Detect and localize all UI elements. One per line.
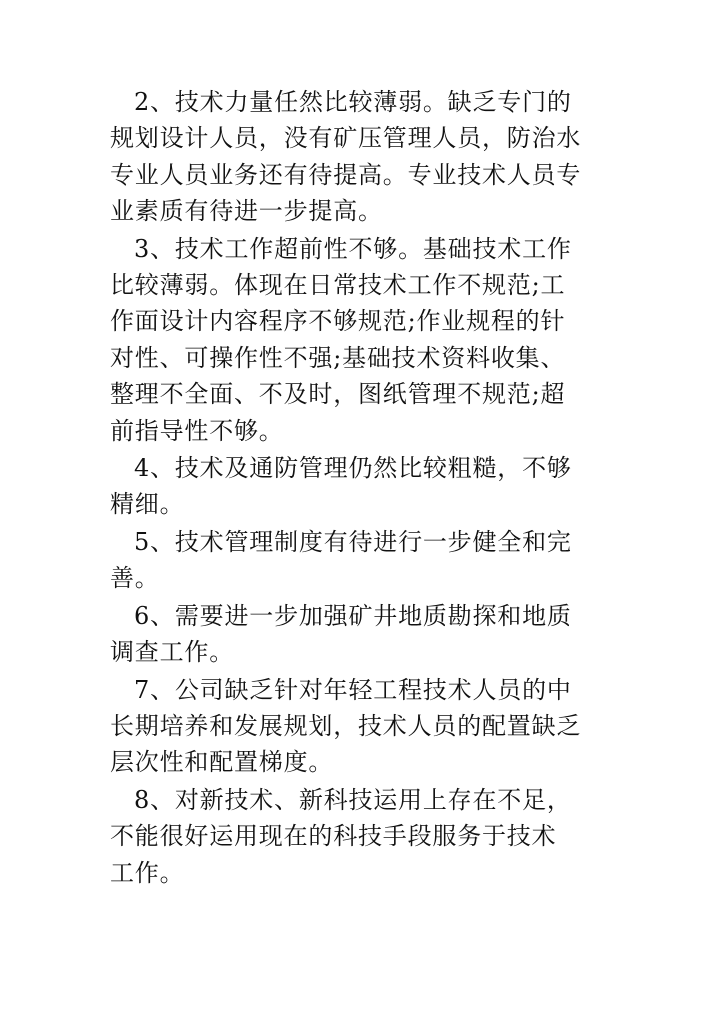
paragraph-5 <box>110 524 610 597</box>
paragraph-line: 层次性和配置梯度。 <box>110 748 334 777</box>
paragraph-line: 对性、可操作性不强;基础技术资料收集、 <box>110 343 566 372</box>
paragraph-line: 长期培养和发展规划，技术人员的配置缺乏 <box>110 711 582 740</box>
paragraph-line: 整理不全面、不及时，图纸管理不规范;超 <box>110 380 566 409</box>
paragraph-line: 比较薄弱。体现在日常技术工作不规范;工 <box>110 271 566 300</box>
paragraph-line: 3、技术工作超前性不够。基础技术工作 <box>134 234 572 263</box>
paragraph-8 <box>110 782 610 891</box>
paragraph-line: 精细。 <box>110 490 185 519</box>
paragraph-line: 工作。 <box>110 858 185 887</box>
paragraph-line: 规划设计人员，没有矿压管理人员，防治水 <box>110 124 582 153</box>
paragraph-line: 6、需要进一步加强矿井地质勘探和地质 <box>134 601 572 630</box>
paragraph-line: 善。 <box>110 564 160 593</box>
paragraph-line: 8、对新技术、新科技运用上存在不足， <box>134 785 572 814</box>
paragraph-line: 业素质有待进一步提高。 <box>110 197 383 226</box>
paragraph-4 <box>110 450 610 523</box>
document-body <box>110 84 610 892</box>
paragraph-line: 不能很好运用现在的科技手段服务于技术 <box>110 822 557 851</box>
paragraph-line: 作面设计内容程序不够规范;作业规程的针 <box>110 307 566 336</box>
paragraph-line: 4、技术及通防管理仍然比较粗糙，不够 <box>134 454 572 483</box>
paragraph-6 <box>110 598 610 671</box>
paragraph-line: 专业人员业务还有待提高。专业技术人员专 <box>110 160 582 189</box>
paragraph-line: 调查工作。 <box>110 638 234 667</box>
paragraph-line: 5、技术管理制度有待进行一步健全和完 <box>134 527 572 556</box>
paragraph-3 <box>110 231 610 449</box>
paragraph-line: 前指导性不够。 <box>110 416 284 445</box>
paragraph-line: 2、技术力量任然比较薄弱。缺乏专门的 <box>134 88 572 116</box>
paragraph-line: 7、公司缺乏针对年轻工程技术人员的中 <box>134 675 572 704</box>
paragraph-7 <box>110 672 610 781</box>
paragraph-2 <box>110 84 610 230</box>
